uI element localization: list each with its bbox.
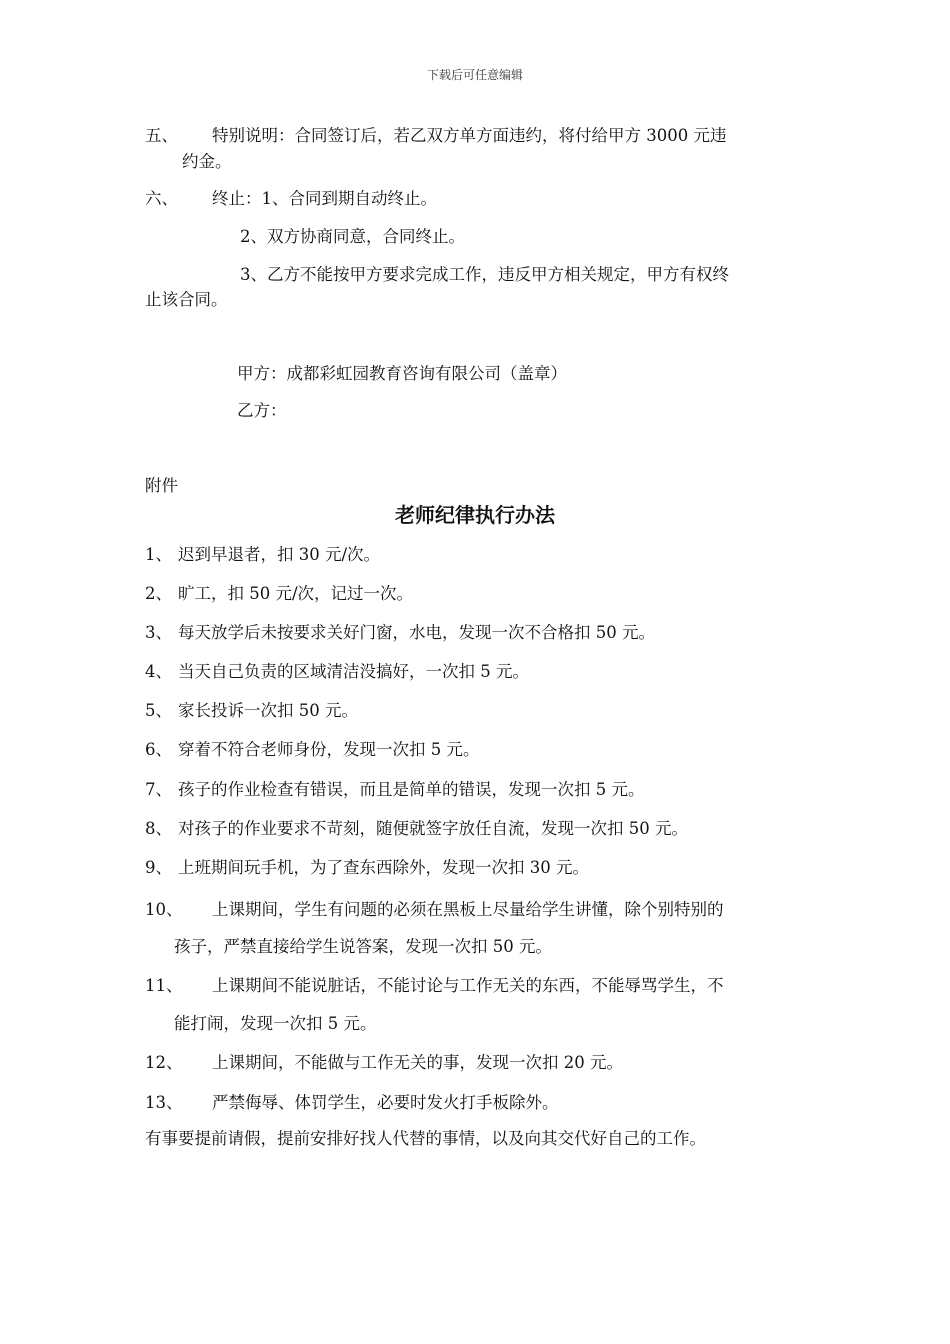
rule-text: 严禁侮辱、体罚学生，必要时发火打手板除外。 [212, 1093, 559, 1112]
rule-text: 迟到早退者，扣 30 元/次。 [178, 545, 381, 564]
rule-text: 每天放学后未按要求关好门窗，水电，发现一次不合格扣 50 元。 [178, 623, 655, 642]
rule-text: 家长投诉一次扣 50 元。 [178, 701, 358, 720]
rule-item [145, 780, 645, 800]
party-b: 乙方： [237, 401, 287, 420]
section-6-text: 终止：1、合同到期自动终止。 [212, 189, 437, 208]
rule-text: 上课期间，学生有问题的必须在黑板上尽量给学生讲懂，除个别特别的 [212, 900, 724, 919]
rule-text: 穿着不符合老师身份，发现一次扣 5 元。 [178, 740, 480, 759]
party-a: 甲方：成都彩虹园教育咨询有限公司（盖章） [237, 364, 567, 383]
rule-item [145, 545, 380, 565]
page-header-note: 下载后可任意编辑 [426, 68, 523, 82]
section-6-item-2: 2、双方协商同意，合同终止。 [240, 227, 465, 246]
rule-item [145, 1093, 559, 1113]
section-5-number: 五、 [145, 126, 178, 145]
section-5-text: 特别说明：合同签订后，若乙双方单方面违约，将付给甲方 3000 元违 [212, 126, 727, 145]
section-6-item-3-continued: 止该合同。 [145, 290, 228, 309]
rule-number: 9、 [145, 858, 172, 877]
rule-text: 当天自己负责的区域清洁没搞好，一次扣 5 元。 [178, 662, 529, 681]
rule-number: 6、 [145, 740, 172, 759]
rule-item [145, 858, 589, 878]
rule-number: 7、 [145, 780, 172, 799]
appendix-label: 附件 [145, 476, 178, 495]
rule-item [145, 584, 413, 604]
rule-number: 11、 [145, 976, 183, 995]
rule-item [145, 740, 480, 760]
rule-number: 2、 [145, 584, 172, 603]
rule-text: 上课期间不能说脏话，不能讨论与工作无关的东西，不能辱骂学生，不 [212, 976, 724, 995]
rule-number: 1、 [145, 545, 172, 564]
section-5-text-continued: 约金。 [182, 152, 232, 171]
rule-text-continued: 能打闹，发现一次扣 5 元。 [174, 1014, 377, 1033]
rule-text: 孩子的作业检查有错误，而且是简单的错误，发现一次扣 5 元。 [178, 780, 645, 799]
rule-text-continued: 孩子，严禁直接给学生说答案，发现一次扣 50 元。 [174, 937, 552, 956]
rule-number: 8、 [145, 819, 172, 838]
rule-text: 对孩子的作业要求不苛刻，随便就签字放任自流，发现一次扣 50 元。 [178, 819, 688, 838]
rule-item [145, 976, 724, 996]
rule-number: 4、 [145, 662, 172, 681]
rule-text: 旷工，扣 50 元/次，记过一次。 [178, 584, 414, 603]
appendix-title: 老师纪律执行办法 [395, 503, 555, 527]
rule-number: 3、 [145, 623, 172, 642]
rule-item [145, 701, 358, 721]
rule-number: 10、 [145, 900, 183, 919]
section-6-number: 六、 [145, 189, 178, 208]
closing-note: 有事要提前请假，提前安排好找人代替的事情，以及向其交代好自己的工作。 [145, 1129, 706, 1148]
rule-number: 12、 [145, 1053, 183, 1072]
rule-number: 5、 [145, 701, 172, 720]
rule-text: 上课期间，不能做与工作无关的事，发现一次扣 20 元。 [212, 1053, 623, 1072]
rule-text: 上班期间玩手机，为了查东西除外，发现一次扣 30 元。 [178, 858, 589, 877]
rule-item [145, 819, 688, 839]
rule-item [145, 623, 655, 643]
rule-item [145, 1053, 623, 1073]
rule-number: 13、 [145, 1093, 183, 1112]
rule-item [145, 662, 529, 682]
section-6-item-3: 3、乙方不能按甲方要求完成工作，违反甲方相关规定，甲方有权终 [240, 265, 729, 284]
rule-item [145, 900, 724, 920]
